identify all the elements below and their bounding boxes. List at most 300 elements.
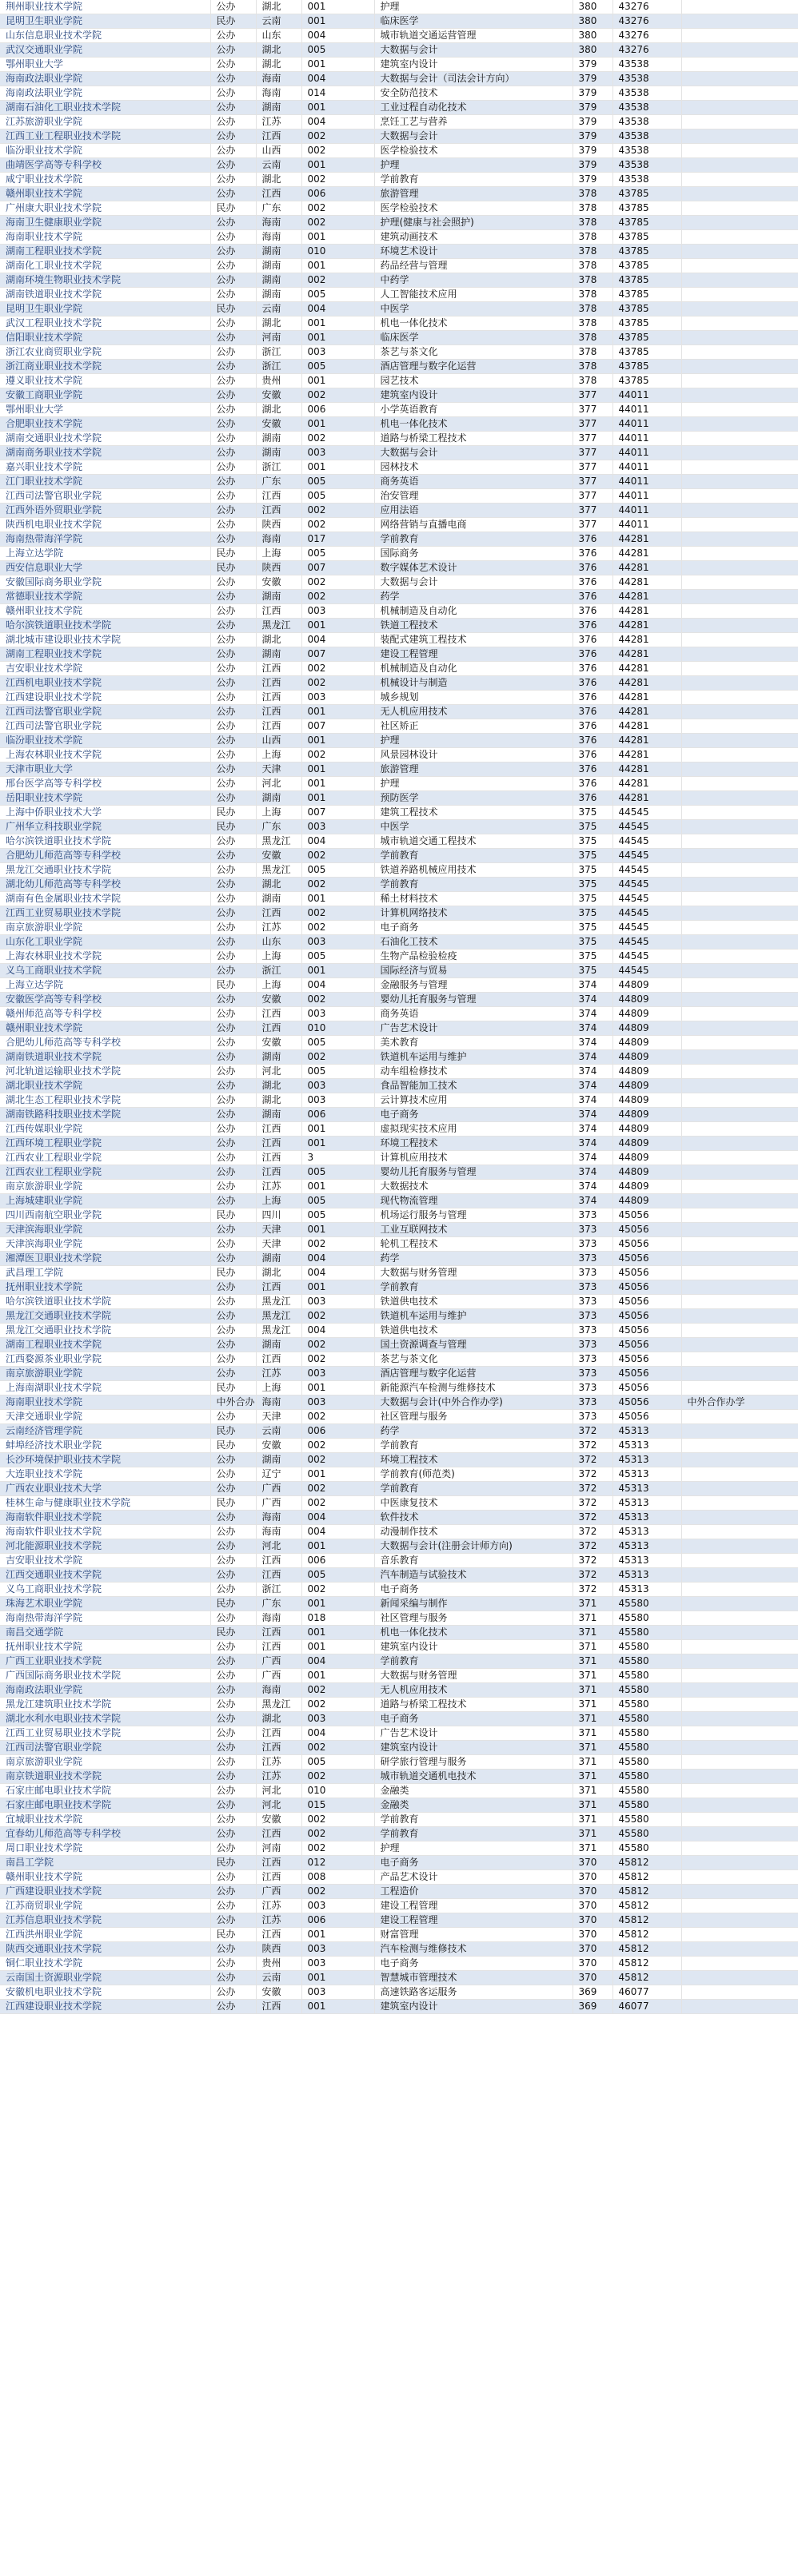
- rank-cell: 45056: [612, 1338, 681, 1352]
- min-score-cell: 379: [573, 173, 612, 187]
- school-name-cell: 浙江农业商贸职业学院: [0, 345, 210, 360]
- major-name-cell: 药学: [374, 1252, 573, 1266]
- school-type-cell: 公办: [210, 1640, 256, 1654]
- major-name-cell: 机电一体化技术: [374, 1626, 573, 1640]
- rank-cell: 45313: [612, 1467, 681, 1482]
- note-cell: [681, 1410, 798, 1424]
- major-name-cell: 护理(健康与社会照护): [374, 216, 573, 230]
- major-code-cell: 010: [301, 1784, 374, 1798]
- major-name-cell: 学前教育: [374, 1482, 573, 1496]
- min-score-cell: 372: [573, 1467, 612, 1482]
- table-row: [0, 1324, 798, 1338]
- table-row: [0, 1108, 798, 1122]
- table-row: [0, 1856, 798, 1870]
- min-score-cell: 376: [573, 590, 612, 604]
- note-cell: [681, 1309, 798, 1324]
- major-code-cell: 002: [301, 1683, 374, 1698]
- major-name-cell: 大数据与会计: [374, 446, 573, 460]
- major-name-cell: 建筑室内设计: [374, 1741, 573, 1755]
- rank-cell: 43785: [612, 245, 681, 259]
- major-name-cell: 电子商务: [374, 1712, 573, 1726]
- major-code-cell: 001: [301, 1223, 374, 1237]
- table-row: [0, 158, 798, 173]
- school-type-cell: 公办: [210, 1568, 256, 1583]
- school-name-cell: 广西建设职业技术学院: [0, 1885, 210, 1899]
- school-name-cell: 江苏商贸职业学院: [0, 1899, 210, 1913]
- min-score-cell: 374: [573, 1165, 612, 1180]
- school-name-cell: 海南热带海洋学院: [0, 1611, 210, 1626]
- min-score-cell: 371: [573, 1626, 612, 1640]
- major-name-cell: 学前教育: [374, 1813, 573, 1827]
- school-name-cell: 云南经济管理学院: [0, 1424, 210, 1439]
- table-row: [0, 86, 798, 101]
- major-name-cell: 国际经济与贸易: [374, 964, 573, 978]
- province-cell: 江西: [256, 187, 301, 201]
- school-name-cell: 湖南铁路科技职业技术学院: [0, 1108, 210, 1122]
- note-cell: [681, 1525, 798, 1539]
- school-name-cell: 铜仁职业技术学院: [0, 1957, 210, 1971]
- major-name-cell: 广告艺术设计: [374, 1021, 573, 1036]
- province-cell: 山西: [256, 734, 301, 748]
- school-type-cell: 公办: [210, 1957, 256, 1971]
- min-score-cell: 371: [573, 1640, 612, 1654]
- min-score-cell: 370: [573, 1870, 612, 1885]
- school-type-cell: 公办: [210, 475, 256, 489]
- table-row: [0, 1942, 798, 1957]
- note-cell: [681, 1266, 798, 1280]
- province-cell: 江西: [256, 504, 301, 518]
- school-type-cell: 公办: [210, 1252, 256, 1266]
- min-score-cell: 372: [573, 1424, 612, 1439]
- rank-cell: 45812: [612, 1942, 681, 1957]
- min-score-cell: 375: [573, 906, 612, 921]
- table-row: [0, 762, 798, 777]
- table-row: [0, 1568, 798, 1583]
- note-cell: [681, 748, 798, 762]
- table-row: [0, 259, 798, 273]
- school-name-cell: 天津市职业大学: [0, 762, 210, 777]
- table-row: [0, 1007, 798, 1021]
- table-row: [0, 1770, 798, 1784]
- note-cell: [681, 1913, 798, 1928]
- school-type-cell: 民办: [210, 1424, 256, 1439]
- min-score-cell: 371: [573, 1741, 612, 1755]
- major-name-cell: 茶艺与茶文化: [374, 1352, 573, 1367]
- rank-cell: 43785: [612, 302, 681, 317]
- major-code-cell: 010: [301, 245, 374, 259]
- note-cell: [681, 935, 798, 950]
- min-score-cell: 370: [573, 1913, 612, 1928]
- min-score-cell: 376: [573, 777, 612, 791]
- note-cell: [681, 1482, 798, 1496]
- major-code-cell: 001: [301, 14, 374, 29]
- province-cell: 安徽: [256, 849, 301, 863]
- major-code-cell: 003: [301, 446, 374, 460]
- major-name-cell: 护理: [374, 0, 573, 14]
- rank-cell: 43538: [612, 101, 681, 115]
- province-cell: 江西: [256, 662, 301, 676]
- note-cell: [681, 575, 798, 590]
- school-type-cell: 公办: [210, 1482, 256, 1496]
- major-code-cell: 001: [301, 1122, 374, 1137]
- school-name-cell: 河北轨道运输职业技术学院: [0, 1065, 210, 1079]
- major-name-cell: 金融类: [374, 1798, 573, 1813]
- table-row: [0, 719, 798, 734]
- rank-cell: 44281: [612, 762, 681, 777]
- table-row: [0, 1597, 798, 1611]
- note-cell: [681, 417, 798, 432]
- rank-cell: 44281: [612, 662, 681, 676]
- table-row: [0, 1784, 798, 1798]
- major-code-cell: 001: [301, 1137, 374, 1151]
- rank-cell: 44809: [612, 1093, 681, 1108]
- major-code-cell: 001: [301, 259, 374, 273]
- note-cell: [681, 1971, 798, 1985]
- province-cell: 天津: [256, 762, 301, 777]
- rank-cell: 45313: [612, 1482, 681, 1496]
- school-type-cell: 公办: [210, 1899, 256, 1913]
- school-name-cell: 上海农林职业技术学院: [0, 748, 210, 762]
- major-name-cell: 轮机工程技术: [374, 1237, 573, 1252]
- rank-cell: 44809: [612, 1108, 681, 1122]
- major-name-cell: 医学检验技术: [374, 201, 573, 216]
- school-type-cell: 民办: [210, 978, 256, 993]
- min-score-cell: 371: [573, 1712, 612, 1726]
- school-name-cell: 海南热带海洋学院: [0, 532, 210, 547]
- note-cell: [681, 1208, 798, 1223]
- major-code-cell: 002: [301, 575, 374, 590]
- school-name-cell: 江西机电职业技术学院: [0, 676, 210, 691]
- rank-cell: 44809: [612, 1079, 681, 1093]
- major-name-cell: 建筑动画技术: [374, 230, 573, 245]
- table-row: [0, 1928, 798, 1942]
- min-score-cell: 372: [573, 1496, 612, 1511]
- rank-cell: 44545: [612, 935, 681, 950]
- major-name-cell: 旅游管理: [374, 187, 573, 201]
- province-cell: 湖北: [256, 43, 301, 58]
- major-code-cell: 003: [301, 1957, 374, 1971]
- min-score-cell: 380: [573, 0, 612, 14]
- min-score-cell: 380: [573, 14, 612, 29]
- major-code-cell: 001: [301, 777, 374, 791]
- province-cell: 江西: [256, 604, 301, 619]
- note-cell: [681, 1180, 798, 1194]
- rank-cell: 44809: [612, 1021, 681, 1036]
- province-cell: 江西: [256, 489, 301, 504]
- school-type-cell: 公办: [210, 604, 256, 619]
- note-cell: [681, 388, 798, 403]
- school-name-cell: 湖北生态工程职业技术学院: [0, 1093, 210, 1108]
- school-type-cell: 公办: [210, 1194, 256, 1208]
- min-score-cell: 371: [573, 1654, 612, 1669]
- min-score-cell: 375: [573, 950, 612, 964]
- major-name-cell: 金融类: [374, 1784, 573, 1798]
- major-name-cell: 大数据与会计: [374, 575, 573, 590]
- school-name-cell: 天津交通职业学院: [0, 1410, 210, 1424]
- note-cell: [681, 1108, 798, 1122]
- note-cell: [681, 101, 798, 115]
- note-cell: [681, 863, 798, 878]
- major-code-cell: 002: [301, 1439, 374, 1453]
- rank-cell: 45313: [612, 1583, 681, 1597]
- table-row: [0, 705, 798, 719]
- school-type-cell: 公办: [210, 129, 256, 144]
- min-score-cell: 373: [573, 1252, 612, 1266]
- major-code-cell: 001: [301, 331, 374, 345]
- major-code-cell: 003: [301, 1007, 374, 1021]
- province-cell: 海南: [256, 216, 301, 230]
- school-name-cell: 广州华立科技职业学院: [0, 820, 210, 834]
- rank-cell: 45812: [612, 1870, 681, 1885]
- school-name-cell: 安徽机电职业技术学院: [0, 1985, 210, 2000]
- school-name-cell: 石家庄邮电职业技术学院: [0, 1784, 210, 1798]
- major-code-cell: 003: [301, 1395, 374, 1410]
- table-row: [0, 791, 798, 806]
- major-code-cell: 001: [301, 0, 374, 14]
- school-type-cell: 公办: [210, 791, 256, 806]
- note-cell: [681, 14, 798, 29]
- school-type-cell: 公办: [210, 1539, 256, 1554]
- rank-cell: 46077: [612, 1985, 681, 2000]
- major-code-cell: 003: [301, 1367, 374, 1381]
- school-type-cell: 公办: [210, 1741, 256, 1755]
- rank-cell: 44281: [612, 604, 681, 619]
- table-row: [0, 676, 798, 691]
- table-row: [0, 101, 798, 115]
- table-row: [0, 360, 798, 374]
- table-row: [0, 906, 798, 921]
- school-type-cell: 公办: [210, 1870, 256, 1885]
- rank-cell: 44545: [612, 892, 681, 906]
- table-row: [0, 1381, 798, 1395]
- school-name-cell: 武汉交通职业学院: [0, 43, 210, 58]
- major-code-cell: 002: [301, 1827, 374, 1841]
- school-name-cell: 广州康大职业技术学院: [0, 201, 210, 216]
- province-cell: 海南: [256, 1395, 301, 1410]
- major-name-cell: 广告艺术设计: [374, 1726, 573, 1741]
- school-type-cell: 民办: [210, 1928, 256, 1942]
- province-cell: 湖北: [256, 1079, 301, 1093]
- province-cell: 黑龙江: [256, 863, 301, 878]
- rank-cell: 43785: [612, 187, 681, 201]
- major-name-cell: 学前教育: [374, 1280, 573, 1295]
- school-type-cell: 民办: [210, 547, 256, 561]
- school-type-cell: 公办: [210, 575, 256, 590]
- table-row: [0, 604, 798, 619]
- note-cell: [681, 1611, 798, 1626]
- school-type-cell: 公办: [210, 1798, 256, 1813]
- major-name-cell: 电子商务: [374, 921, 573, 935]
- school-name-cell: 邢台医学高等专科学校: [0, 777, 210, 791]
- table-row: [0, 489, 798, 504]
- table-row: [0, 187, 798, 201]
- school-type-cell: 公办: [210, 734, 256, 748]
- school-type-cell: 公办: [210, 1669, 256, 1683]
- major-name-cell: 新能源汽车检测与维修技术: [374, 1381, 573, 1395]
- school-name-cell: 嘉兴职业技术学院: [0, 460, 210, 475]
- note-cell: [681, 1280, 798, 1295]
- table-row: [0, 475, 798, 489]
- province-cell: 江西: [256, 1554, 301, 1568]
- major-code-cell: 002: [301, 590, 374, 604]
- table-row: [0, 1913, 798, 1928]
- note-cell: [681, 676, 798, 691]
- province-cell: 陕西: [256, 561, 301, 575]
- school-name-cell: 上海南湖职业技术学院: [0, 1381, 210, 1395]
- rank-cell: 44281: [612, 532, 681, 547]
- note-cell: [681, 921, 798, 935]
- note-cell: [681, 187, 798, 201]
- note-cell: [681, 115, 798, 129]
- min-score-cell: 378: [573, 273, 612, 288]
- rank-cell: 44011: [612, 432, 681, 446]
- school-type-cell: 公办: [210, 245, 256, 259]
- min-score-cell: 372: [573, 1539, 612, 1554]
- province-cell: 江苏: [256, 1367, 301, 1381]
- school-name-cell: 四川西南航空职业学院: [0, 1208, 210, 1223]
- rank-cell: 45580: [612, 1841, 681, 1856]
- major-code-cell: 002: [301, 1410, 374, 1424]
- table-row: [0, 1957, 798, 1971]
- province-cell: 云南: [256, 14, 301, 29]
- province-cell: 海南: [256, 72, 301, 86]
- note-cell: [681, 1885, 798, 1899]
- table-row: [0, 72, 798, 86]
- min-score-cell: 379: [573, 101, 612, 115]
- rank-cell: 44809: [612, 1050, 681, 1065]
- rank-cell: 45580: [612, 1813, 681, 1827]
- rank-cell: 44809: [612, 1007, 681, 1021]
- major-code-cell: 002: [301, 906, 374, 921]
- school-type-cell: 公办: [210, 762, 256, 777]
- school-name-cell: 岳阳职业技术学院: [0, 791, 210, 806]
- major-code-cell: 004: [301, 978, 374, 993]
- table-row: [0, 1870, 798, 1885]
- major-name-cell: 婴幼儿托育服务与管理: [374, 993, 573, 1007]
- major-name-cell: 产品艺术设计: [374, 1870, 573, 1885]
- major-name-cell: 大数据与会计: [374, 129, 573, 144]
- school-type-cell: 公办: [210, 1093, 256, 1108]
- table-row: [0, 1338, 798, 1352]
- table-row: [0, 1899, 798, 1913]
- rank-cell: 45812: [612, 1971, 681, 1985]
- province-cell: 广东: [256, 475, 301, 489]
- major-name-cell: 临床医学: [374, 331, 573, 345]
- min-score-cell: 372: [573, 1583, 612, 1597]
- school-name-cell: 江西外语外贸职业学院: [0, 504, 210, 518]
- min-score-cell: 377: [573, 446, 612, 460]
- major-name-cell: 护理: [374, 1841, 573, 1856]
- province-cell: 广西: [256, 1482, 301, 1496]
- province-cell: 广东: [256, 201, 301, 216]
- school-name-cell: 安徽国际商务职业学院: [0, 575, 210, 590]
- note-cell: [681, 0, 798, 14]
- min-score-cell: 371: [573, 1597, 612, 1611]
- min-score-cell: 377: [573, 388, 612, 403]
- table-row: [0, 1698, 798, 1712]
- table-row: [0, 1511, 798, 1525]
- min-score-cell: 376: [573, 748, 612, 762]
- min-score-cell: 379: [573, 129, 612, 144]
- province-cell: 贵州: [256, 1957, 301, 1971]
- table-row: [0, 777, 798, 791]
- rank-cell: 44281: [612, 791, 681, 806]
- table-row: [0, 518, 798, 532]
- school-type-cell: 公办: [210, 1726, 256, 1741]
- school-name-cell: 湖南铁道职业技术学院: [0, 1050, 210, 1065]
- table-row: [0, 1137, 798, 1151]
- rank-cell: 45056: [612, 1395, 681, 1410]
- province-cell: 江西: [256, 1726, 301, 1741]
- min-score-cell: 373: [573, 1280, 612, 1295]
- min-score-cell: 371: [573, 1770, 612, 1784]
- province-cell: 广西: [256, 1654, 301, 1669]
- table-row: [0, 1439, 798, 1453]
- school-type-cell: 公办: [210, 964, 256, 978]
- province-cell: 江西: [256, 1626, 301, 1640]
- school-name-cell: 临汾职业技术学院: [0, 734, 210, 748]
- note-cell: [681, 331, 798, 345]
- major-name-cell: 药品经营与管理: [374, 259, 573, 273]
- rank-cell: 44545: [612, 878, 681, 892]
- rank-cell: 44545: [612, 849, 681, 863]
- rank-cell: 45812: [612, 1928, 681, 1942]
- note-cell: [681, 762, 798, 777]
- school-type-cell: 公办: [210, 0, 256, 14]
- rank-cell: 44809: [612, 1194, 681, 1208]
- rank-cell: 45812: [612, 1885, 681, 1899]
- rank-cell: 45580: [612, 1597, 681, 1611]
- note-cell: [681, 1439, 798, 1453]
- school-name-cell: 抚州职业技术学院: [0, 1280, 210, 1295]
- major-name-cell: 建筑室内设计: [374, 1640, 573, 1654]
- table-row: [0, 1554, 798, 1568]
- table-row: [0, 1813, 798, 1827]
- major-code-cell: 003: [301, 1712, 374, 1726]
- table-row: [0, 1367, 798, 1381]
- rank-cell: 45056: [612, 1223, 681, 1237]
- major-name-cell: 大数据与会计（司法会计方向）: [374, 72, 573, 86]
- major-code-cell: 002: [301, 504, 374, 518]
- major-name-cell: 机械制造及自动化: [374, 662, 573, 676]
- min-score-cell: 370: [573, 1928, 612, 1942]
- table-row: [0, 403, 798, 417]
- school-type-cell: 民办: [210, 1208, 256, 1223]
- major-name-cell: 道路与桥梁工程技术: [374, 1698, 573, 1712]
- major-code-cell: 001: [301, 1467, 374, 1482]
- school-name-cell: 湖北城市建设职业技术学院: [0, 633, 210, 647]
- table-row: [0, 575, 798, 590]
- province-cell: 江西: [256, 719, 301, 734]
- major-code-cell: 006: [301, 1108, 374, 1122]
- table-row: [0, 1036, 798, 1050]
- table-row: [0, 633, 798, 647]
- note-cell: [681, 561, 798, 575]
- rank-cell: 43538: [612, 144, 681, 158]
- note-cell: [681, 1093, 798, 1108]
- rank-cell: 43538: [612, 115, 681, 129]
- note-cell: [681, 1770, 798, 1784]
- school-type-cell: 公办: [210, 705, 256, 719]
- major-code-cell: 002: [301, 1698, 374, 1712]
- province-cell: 江西: [256, 1741, 301, 1755]
- note-cell: [681, 1453, 798, 1467]
- province-cell: 江西: [256, 1827, 301, 1841]
- province-cell: 江西: [256, 1640, 301, 1654]
- min-score-cell: 371: [573, 1798, 612, 1813]
- school-type-cell: 公办: [210, 1913, 256, 1928]
- min-score-cell: 377: [573, 432, 612, 446]
